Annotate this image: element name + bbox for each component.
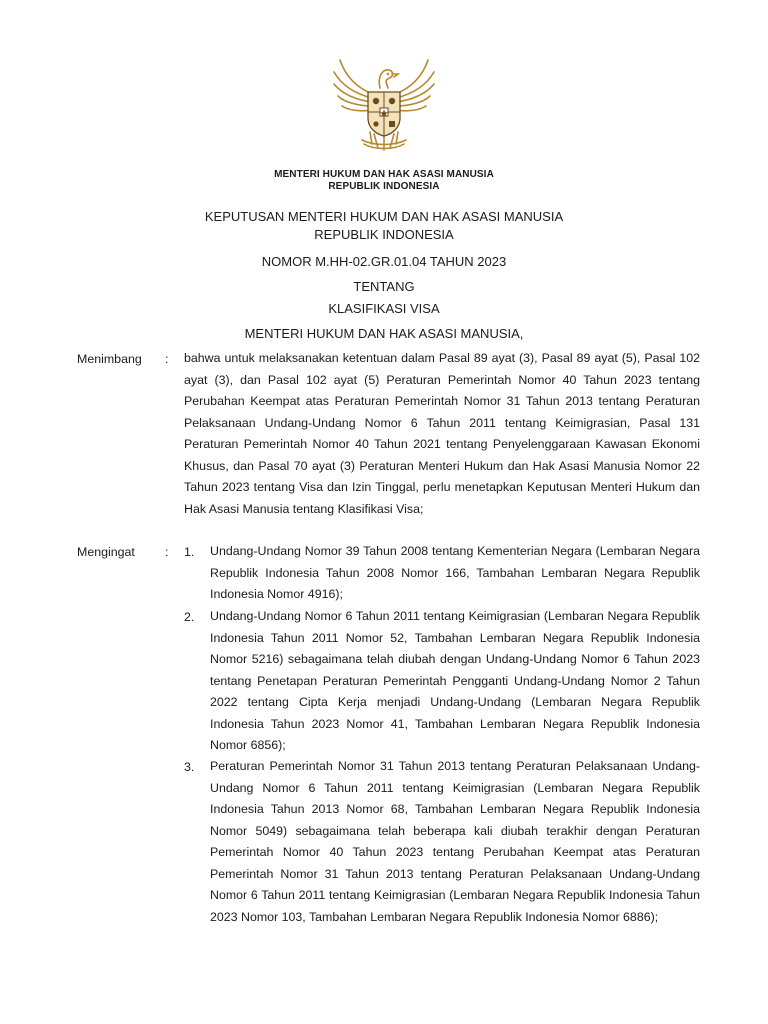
decree-subtitle: REPUBLIK INDONESIA — [314, 227, 454, 242]
mengingat-item-text: Undang-Undang Nomor 6 Tahun 2011 tentang Keimigrasian (Lembaran Negara Republik Indonesia Tahun 2011 Nomor 52, Tambahan Lembaran Negara Republik Indonesia Nomor 5216) sebagaimana telah diubah dengan Undang-Undang Nomor 6 Tahun 2023 tentang Penetapan Peraturan Pemerintah Pengganti Undang-Undang Nomor 2 Tahun 2022 tentang Cipta Kerja menjadi Undang-Undang (Lembaran Negara Republik Indonesia Tahun 2023 Nomor 41, Tambahan Lembaran Negara Republik Indonesia Nomor 6856); — [210, 609, 700, 752]
decree-number: NOMOR M.HH-02.GR.01.04 TAHUN 2023 — [261, 254, 507, 269]
menimbang-text: bahwa untuk melaksanakan ketentuan dalam Pasal 89 ayat (3), Pasal 89 ayat (5), Pasal 102 ayat (3), dan Pasal 102 ayat (5) Peraturan Pemerintah Nomor 40 Tahun 2023 tentang Perubahan Keempat atas Peraturan Pemerintah Nomor 31 Tahun 2013 tentang Peraturan Pelaksanaan Undang-Undang Nomor 6 Tahun 2011 tentang Keimigrasian, Pasal 131 Peraturan Pemerintah Nomor 40 Tahun 2021 tentang Penyelenggaraan Kawasan Ekonomi Khusus, dan Pasal 70 ayat (3) Peraturan Menteri Hukum dan Hak Asasi Manusia Nomor 22 Tahun 2023 tentang Visa dan Izin Tinggal, perlu menetapkan Keputusan Menteri Hukum dan Hak Asasi Manusia tentang Klasifikasi Visa; — [184, 351, 700, 516]
mengingat-colon: : — [165, 545, 169, 559]
mengingat-item-number: 2. — [184, 610, 195, 624]
mengingat-item-text: Undang-Undang Nomor 39 Tahun 2008 tentang Kementerian Negara (Lembaran Negara Republik Indonesia Tahun 2008 Nomor 166, Tambahan Lembaran Negara Republik Indonesia Nomor 4916); — [210, 544, 700, 601]
menimbang-label: Menimbang — [77, 352, 142, 366]
tentang-heading: TENTANG — [353, 279, 415, 294]
ministry-title: MENTERI HUKUM DAN HAK ASASI MANUSIA — [274, 169, 494, 180]
decree-title: KEPUTUSAN MENTERI HUKUM DAN HAK ASASI MANUSIA — [204, 209, 564, 224]
garuda-emblem-icon — [328, 52, 440, 160]
mengingat-item-text: Peraturan Pemerintah Nomor 31 Tahun 2013 tentang Peraturan Pelaksanaan Undang-Undang Nomor 6 Tahun 2011 tentang Keimigrasian (Lembaran Negara Republik Indonesia Tahun 2013 Nomor 68, Tambahan Lembaran Negara Republik Indonesia Nomor 5049) sebagaimana telah beberapa kali diubah terakhir dengan Peraturan Pemerintah Nomor 40 Tahun 2023 tentang Perubahan Keempat atas Peraturan Pemerintah Nomor 31 Tahun 2013 tentang Peraturan Pelaksanaan Undang-Undang Nomor 6 Tahun 2011 tentang Keimigrasian (Lembaran Negara Republik Indonesia Tahun 2023 Nomor 103, Tambahan Lembaran Negara Republik Indonesia Nomor 6886); — [210, 759, 700, 924]
ministry-subtitle: REPUBLIK INDONESIA — [328, 181, 440, 192]
mengingat-item-number: 3. — [184, 760, 195, 774]
mengingat-item-number: 1. — [184, 545, 195, 559]
decree-subject: KLASIFIKASI VISA — [328, 301, 440, 316]
menimbang-colon: : — [165, 352, 169, 366]
mengingat-label: Mengingat — [77, 545, 135, 559]
minister-heading: MENTERI HUKUM DAN HAK ASASI MANUSIA, — [244, 326, 524, 341]
